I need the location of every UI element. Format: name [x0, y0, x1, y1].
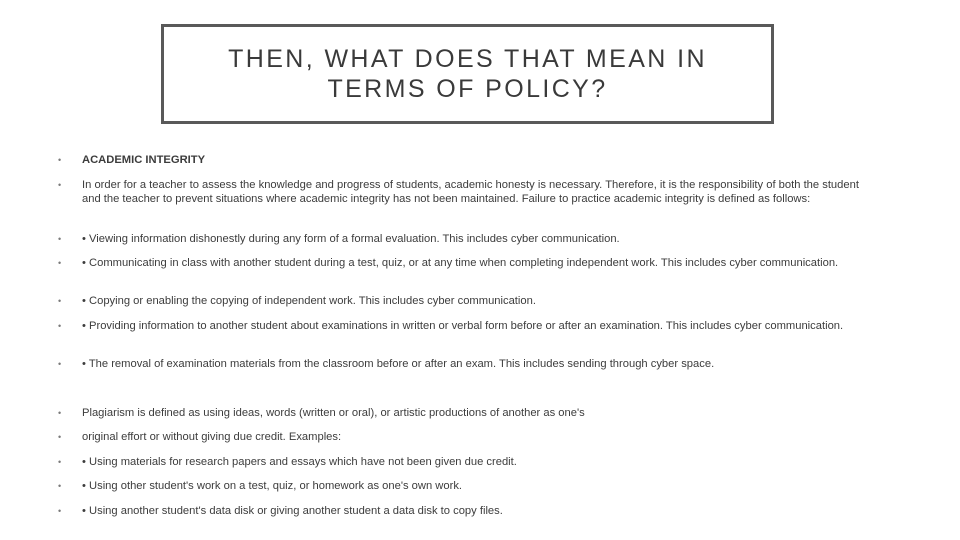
- bullet-icon: •: [58, 506, 62, 516]
- list-item-text: • Using other student's work on a test, quiz, or homework as one's own work.: [82, 480, 463, 492]
- bullet-icon: •: [58, 258, 62, 268]
- list-item-text: • Providing information to another student about examinations in written or verbal form before or after an examination. This includes cyber communication.: [82, 320, 844, 332]
- bullet-icon: •: [58, 155, 62, 165]
- list-item-text: • Using materials for research papers and essays which have not been given due credit.: [82, 456, 517, 468]
- bullet-icon: •: [58, 408, 62, 418]
- bullet-icon: •: [58, 457, 62, 467]
- bullet-icon: •: [58, 180, 62, 190]
- list-item-text: • The removal of examination materials from the classroom before or after an exam. This includes sending through cyber space.: [82, 358, 715, 370]
- list-item-text: • Copying or enabling the copying of independent work. This includes cyber communication.: [82, 295, 536, 307]
- title-line-2: TERMS OF POLICY?: [327, 75, 608, 103]
- list-item-text: original effort or without giving due credit. Examples:: [82, 431, 342, 443]
- title-line-1: THEN, WHAT DOES THAT MEAN IN: [228, 45, 707, 73]
- list-item-text: • Using another student's data disk or giving another student a data disk to copy files.: [82, 505, 503, 517]
- bullet-icon: •: [58, 481, 62, 491]
- bullet-icon: •: [58, 321, 62, 331]
- bullet-icon: •: [58, 359, 62, 369]
- bullet-icon: •: [58, 296, 62, 306]
- list-item-text: • Communicating in class with another student during a test, quiz, or at any time when completing independent work. This includes cyber communication.: [82, 257, 839, 269]
- bullet-icon: •: [58, 234, 62, 244]
- bullet-icon: •: [58, 432, 62, 442]
- list-item-text: Plagiarism is defined as using ideas, words (written or oral), or artistic productions of another as one's: [82, 407, 585, 419]
- list-item-text: • Viewing information dishonestly during any form of a formal evaluation. This includes cyber communication.: [82, 233, 620, 245]
- list-item-text: ACADEMIC INTEGRITY: [82, 154, 206, 166]
- list-item-text: In order for a teacher to assess the knowledge and progress of students, academic honesty is necessary. Therefore, it is the responsibility of both the student and the teacher to prevent situations where academic integrity has not been maintained. Failure to practice academic integrity is defined as follows:: [82, 179, 859, 206]
